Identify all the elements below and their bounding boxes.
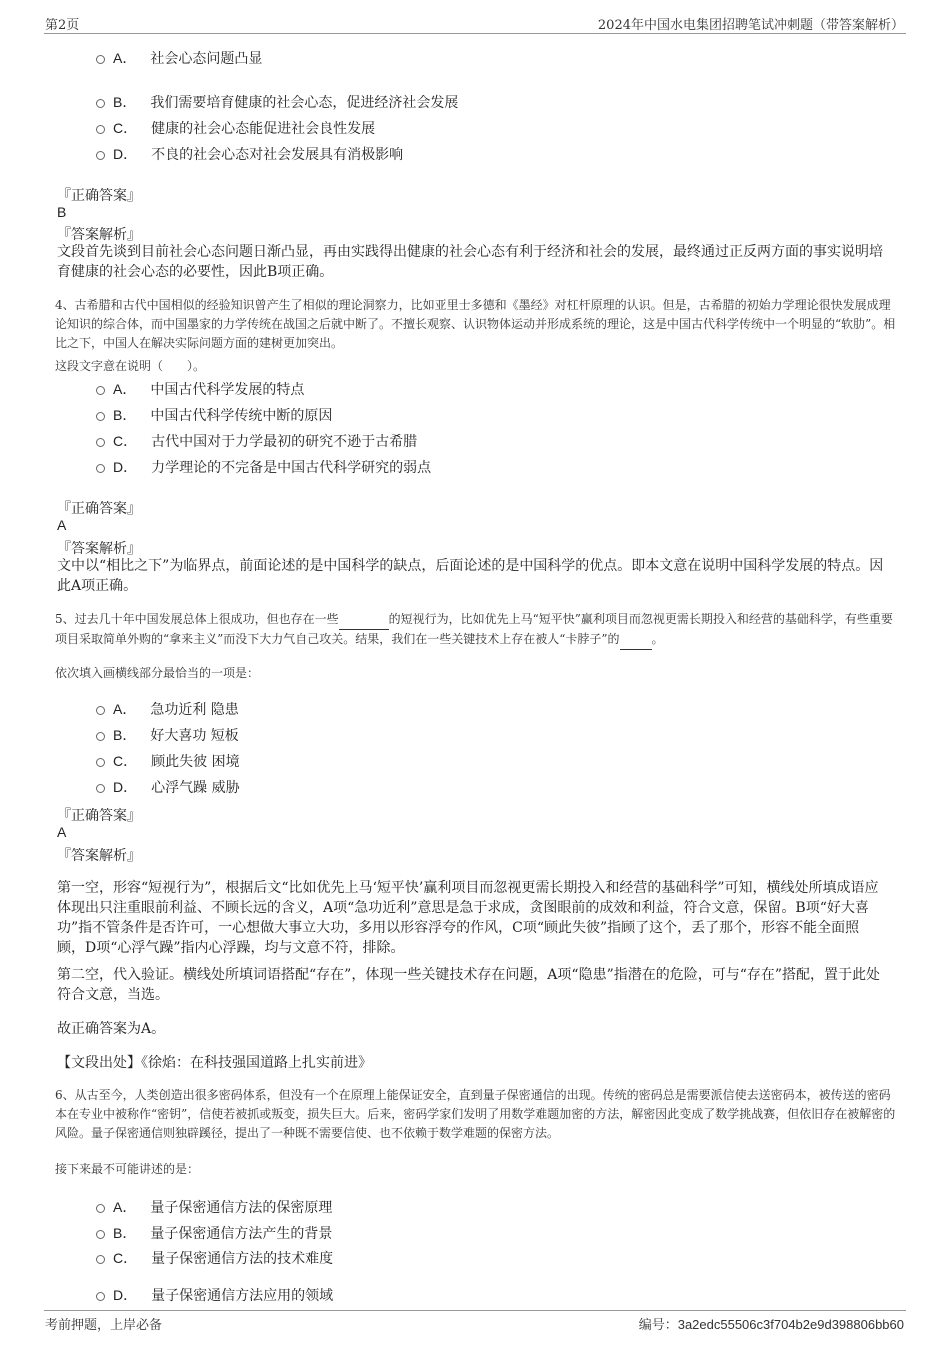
radio-icon[interactable]	[96, 386, 105, 395]
q3-answer: B	[57, 204, 67, 220]
radio-icon[interactable]	[96, 412, 105, 421]
q5-option-c[interactable]: C． 顾此失彼 困境	[96, 751, 240, 771]
radio-icon[interactable]	[96, 1204, 105, 1213]
radio-icon[interactable]	[96, 784, 105, 793]
q3-option-c[interactable]: C． 健康的社会心态能促进社会良性发展	[96, 118, 375, 138]
radio-icon[interactable]	[96, 99, 105, 108]
q4-analysis-label: 『答案解析』	[57, 541, 141, 557]
radio-icon[interactable]	[96, 151, 105, 160]
q5-answer: A	[57, 824, 67, 840]
q4-answer-label: 『正确答案』	[57, 501, 141, 517]
radio-icon[interactable]	[96, 464, 105, 473]
q5-analysis-2: 第二空，代入验证。横线处所填词语搭配“存在”，体现一些关键技术存在问题，A项“隐患”指潜在的危险，可与“存在”搭配，置于此处符合文意，当选。	[57, 967, 881, 1003]
page-number: 第2页	[45, 18, 80, 33]
radio-icon[interactable]	[96, 1230, 105, 1239]
footer-slogan: 考前押题，上岸必备	[45, 1318, 163, 1333]
q6-question: 接下来最不可能讲述的是：	[55, 1162, 200, 1176]
q5-analysis-label: 『答案解析』	[57, 848, 141, 864]
q6-text: 6、从古至今，人类创造出很多密码体系，但没有一个在原理上能保证安全，直到量子保密通信的出现。传统的密码总是需要派信使去送密码本，被传送的密码本在专业中被称作“密钥”，信使若被抓或叛变，损失巨大。后来，密码学家们发明了用数学难题加密的方法，解密因此变成了数学挑战赛，但依旧存在被解密的风险。量子保密通信则独辟蹊径，提出了一种既不需要信使、也不依赖于数学难题的保密方法。	[55, 1088, 896, 1140]
q5-analysis-3: 故正确答案为A。	[57, 1021, 166, 1037]
document-title: 2024年中国水电集团招聘笔试冲刺题（带答案解析）	[597, 18, 904, 33]
q6-option-a[interactable]: A． 量子保密通信方法的保密原理	[96, 1197, 332, 1217]
blank-1	[339, 610, 389, 630]
q3-analysis-label: 『答案解析』	[57, 227, 141, 243]
q3-option-d[interactable]: D． 不良的社会心态对社会发展具有消极影响	[96, 144, 403, 164]
q4-option-a[interactable]: A． 中国古代科学发展的特点	[96, 379, 304, 399]
radio-icon[interactable]	[96, 732, 105, 741]
radio-icon[interactable]	[96, 438, 105, 447]
radio-icon[interactable]	[96, 125, 105, 134]
q5-text: 5、过去几十年中国发展总体上很成功，但也存在一些 的短视行为，比如优先上马“短平快”赢利项目而忽视更需长期投入和经营的基础科学，有些重要项目采取简单外购的“拿来主义”而没下大力气自己攻关。结果，我们在一些关键技术上存在被人“卡脖子”的 。	[55, 610, 900, 650]
q4-option-c[interactable]: C． 古代中国对于力学最初的研究不逊于古希腊	[96, 431, 417, 451]
q4-text: 4、古希腊和古代中国相似的经验知识曾产生了相似的理论洞察力，比如亚里士多德和《墨经》对杠杆原理的认识。但是，古希腊的初始力学理论很快发展成理论知识的综合体，而中国墨家的力学传统在战国之后就中断了。不擅长观察、认识物体运动并形成系统的理论，这是中国古代科学传统中一个明显的“软肋”。相比之下，中国人在解决实际问题方面的建树更加突出。	[55, 298, 896, 350]
q3-option-b[interactable]: B． 我们需要培育健康的社会心态，促进经济社会发展	[96, 92, 458, 112]
q6-option-b[interactable]: B． 量子保密通信方法产生的背景	[96, 1223, 332, 1243]
q5-analysis-1: 第一空，形容“短视行为”，根据后文“比如优先上马‘短平快’赢利项目而忽视更需长期投入和经营的基础科学”可知，横线处所填成语应体现出只注重眼前利益、不顾长远的含义，A项“急功近利”意思是急于求成，贪图眼前的成效和利益，符合文意，保留。B项“好大喜功”指不管条件是否许可，一心想做大事立大功，多用以形容浮夸的作风，C项“顾此失彼”指顾了这个，丢了那个，形容不能全面照顾，D项“心浮气躁”指内心浮躁，均与文意不符，排除。	[57, 880, 879, 956]
q5-question: 依次填入画横线部分最恰当的一项是：	[55, 666, 260, 680]
q5-option-b[interactable]: B． 好大喜功 短板	[96, 725, 239, 745]
q4-option-d[interactable]: D． 力学理论的不完备是中国古代科学研究的弱点	[96, 457, 431, 477]
q4-option-b[interactable]: B． 中国古代科学传统中断的原因	[96, 405, 332, 425]
q6-option-d[interactable]: D． 量子保密通信方法应用的领域	[96, 1285, 333, 1305]
radio-icon[interactable]	[96, 55, 105, 64]
q4-question: 这段文字意在说明（ ）。	[55, 359, 206, 373]
q3-analysis: 文段首先谈到目前社会心态问题日渐凸显，再由实践得出健康的社会心态有利于经济和社会的发展，最终通过正反两方面的事实说明培育健康的社会心态的必要性，因此B项正确。	[57, 244, 883, 280]
radio-icon[interactable]	[96, 1255, 105, 1264]
q5-option-d[interactable]: D． 心浮气躁 威胁	[96, 777, 240, 797]
q5-source: 【文段出处】《徐焰：在科技强国道路上扎实前进》	[57, 1055, 372, 1071]
q3-answer-label: 『正确答案』	[57, 188, 141, 204]
q5-option-a[interactable]: A． 急功近利 隐患	[96, 699, 239, 719]
footer-code: 编号：3a2edc55506c3f704b2e9d398806bb60	[638, 1317, 904, 1333]
q4-answer: A	[57, 517, 67, 533]
q4-analysis: 文中以“相比之下”为临界点，前面论述的是中国科学的缺点，后面论述的是中国科学的优点。即本文意在说明中国科学发展的特点。因此A项正确。	[57, 558, 884, 594]
radio-icon[interactable]	[96, 758, 105, 767]
q5-answer-label: 『正确答案』	[57, 808, 141, 824]
radio-icon[interactable]	[96, 1292, 105, 1301]
radio-icon[interactable]	[96, 706, 105, 715]
q6-option-c[interactable]: C． 量子保密通信方法的技术难度	[96, 1248, 333, 1268]
footer-rule	[44, 1310, 906, 1311]
header-rule	[44, 33, 906, 34]
q3-option-a[interactable]: A． 社会心态问题凸显	[96, 48, 262, 68]
blank-2	[620, 630, 652, 650]
